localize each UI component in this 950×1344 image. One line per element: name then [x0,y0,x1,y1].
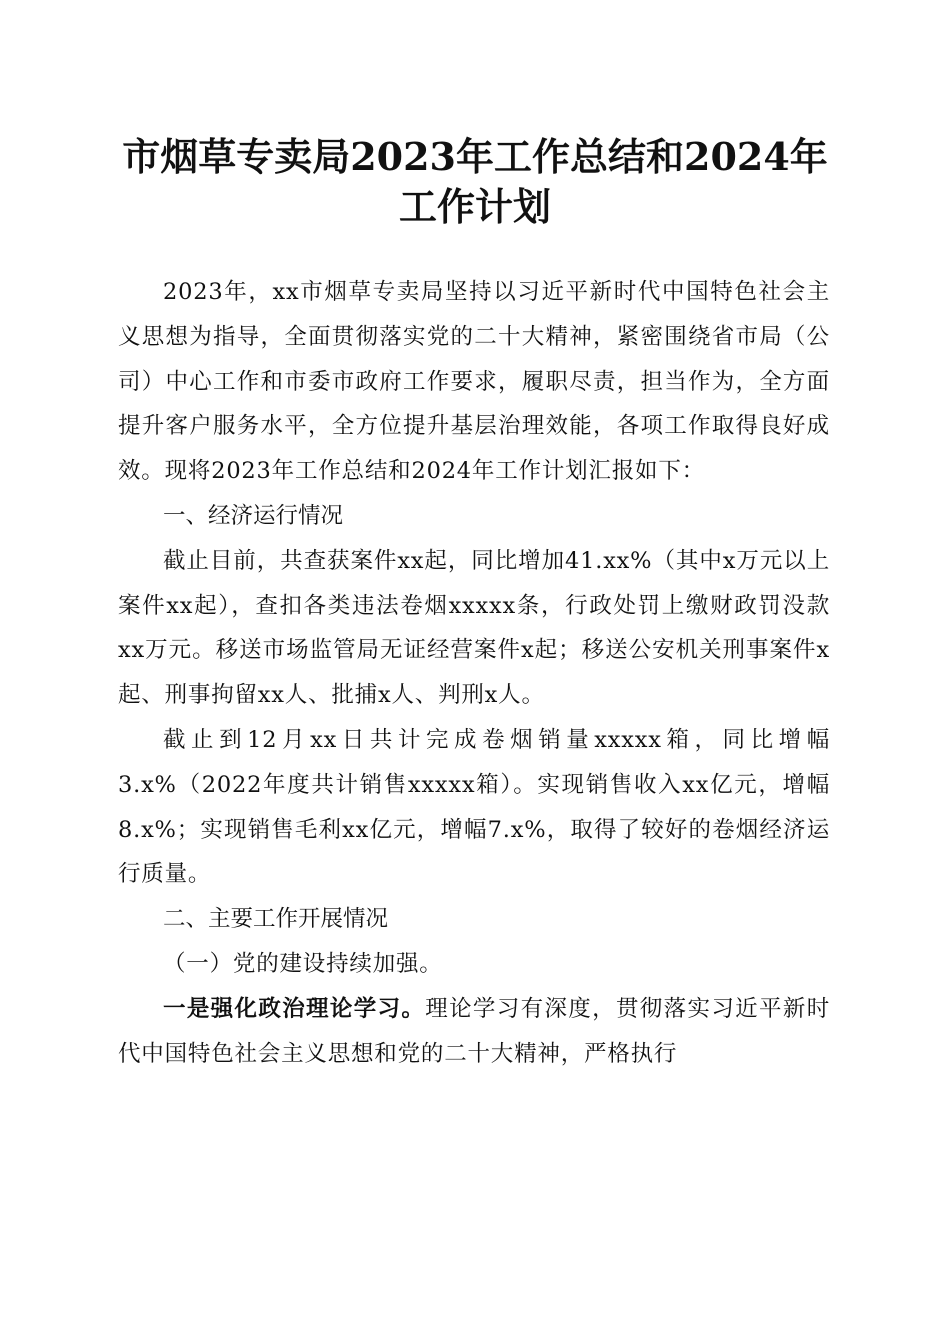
document-body [118,270,830,1076]
political-study-lead: 一是强化政治理论学习。 [163,995,426,1022]
sales-statistics-paragraph: 截止到12月xx日共计完成卷烟销量xxxxx箱，同比增幅3.x%（2022年度共计销售xxxxx箱）。实现销售收入xx亿元，增幅8.x%；实现销售毛利xx亿元，增幅7.x%，取得了较好的卷烟经济运行质量。 [118,726,830,888]
subsection-heading-party-building: （一）党的建设持续加强。 [163,950,443,977]
political-study-paragraph [118,987,830,1077]
political-study-text: 理论学习有深度，贯彻落实习近平新时代中国特色社会主义思想和党的二十大精神，严格执行 [118,995,830,1067]
case-statistics-paragraph: 截止目前，共查获案件xx起，同比增加41.xx%（其中x万元以上案件xx起），查扣各类违法卷烟xxxxx条，行政处罚上缴财政罚没款xx万元。移送市场监管局无证经营案件x起；移送公安机关刑事案件x起、刑事拘留xx人、批捕x人、判刑x人。 [118,547,830,709]
intro-paragraph: 2023年，xx市烟草专卖局坚持以习近平新时代中国特色社会主义思想为指导，全面贯彻落实党的二十大精神，紧密围绕省市局（公司）中心工作和市委市政府工作要求，履职尽责，担当作为，全方面提升客户服务水平，全方位提升基层治理效能，各项工作取得良好成效。现将2023年工作总结和2024年工作计划汇报如下： [118,279,830,485]
section-heading-main-work: 二、主要工作开展情况 [163,906,389,933]
section-heading-economic-operation: 一、经济运行情况 [163,502,344,529]
document-title: 市烟草专卖局2023年工作总结和2024年工作计划 [122,134,828,229]
